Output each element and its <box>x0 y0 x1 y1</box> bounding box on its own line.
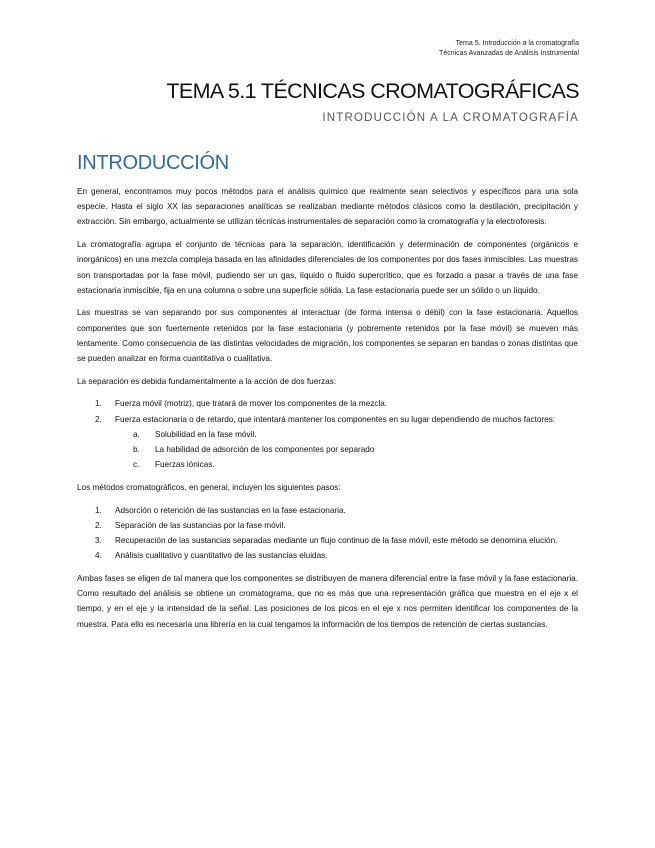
sublist-item-text: Fuerzas iónicas. <box>155 460 215 470</box>
running-header-line-2: Técnicas Avanzadas de Análisis Instrumental <box>439 50 579 57</box>
paragraph: La cromatografía agrupa el conjunto de técnicas para la separación, identificación y determinación de componentes (orgánicos e inorgánicos) en una mezcla compleja basada en las afinidades diferenciales de los componentes por dos fases inmiscibles. Las muestras son transportadas por la fase móvil, pudiendo ser un gas, líquido o fluido supercrítico, que es forzado a pasar a través de una fase estacionaria inmiscible, fija en una columna o sobre una superficie sólida. La fase estacionaria puede ser un sólido o un líquido. <box>77 240 578 295</box>
list-item <box>77 396 578 411</box>
running-header-line-1: Tema 5. Introducción a la cromatografía <box>455 40 579 47</box>
list-item <box>77 412 578 473</box>
list-number: 2. <box>95 520 102 530</box>
list-item <box>77 548 578 563</box>
factors-list <box>115 427 578 473</box>
list-item-text: Análisis cualitativo y cuantitativo de las sustancias eluidas. <box>115 551 328 561</box>
steps-list <box>77 503 578 564</box>
list-item <box>77 533 578 548</box>
section-heading: INTRODUCCIÓN <box>77 152 229 174</box>
list-item-text: Fuerza móvil (motriz), que tratará de mover los componentes de la mezcla. <box>115 399 388 409</box>
sublist-letter: c. <box>133 460 140 470</box>
list-item-text: Fuerza estacionaria o de retardo, que intentará mantener los componentes en su lugar dependiendo de muchos factores: <box>115 414 556 424</box>
sublist-item-text: La habilidad de adsorción de los componentes por separado <box>155 445 375 455</box>
paragraph: Las muestras se van separando por sus componentes al interactuar (de forma intensa o débil) con la fase estacionaria. Aquellos componentes que son fuertemente retenidos por la fase estacionaria (y pobremente retenidos por la fase móvil) se mueven más lentamente. Como consecuencia de las distintas velocidades de migración, los componentes se separan en bandas o zonas distintas que se pueden analizar en forma cuantitativa o cualitativa. <box>77 308 578 364</box>
sublist-letter: a. <box>133 429 140 439</box>
sublist-item <box>77 442 578 457</box>
running-header <box>439 39 579 59</box>
paragraph: En general, encontramos muy pocos métodos para el análisis químico que realmente sean selectivos y específicos para una sola especie. Hasta el siglo XX las separaciones analíticas se realizaban mediante métodos clásicos como la destilación, precipitación y extracción. Sin embargo, actualmente se utilizan técnicas instrumentales de separación como la cromatografía y la electroforesis. <box>77 187 578 227</box>
list-number: 1. <box>95 505 102 515</box>
sublist-item-text: Solubilidad en la fase móvil. <box>155 429 257 439</box>
paragraph: Los métodos cromatográficos, en general, incluyen los siguientes pasos: <box>77 482 341 492</box>
sublist-item <box>77 427 578 442</box>
sublist-item <box>77 457 578 472</box>
list-item <box>77 503 578 518</box>
list-number: 4. <box>95 551 102 561</box>
sublist-letter: b. <box>133 445 140 455</box>
list-item-text: Recuperación de las sustancias separadas mediante un flujo continuo de la fase móvil, este método se denomina elución. <box>115 536 558 546</box>
document-subtitle: INTRODUCCIÓN A LA CROMATOGRAFÍA <box>322 112 579 124</box>
list-number: 2. <box>95 414 102 424</box>
body-text <box>77 184 578 639</box>
document-title: TEMA 5.1 TÉCNICAS CROMATOGRÁFICAS <box>166 79 579 103</box>
list-number: 1. <box>95 399 102 409</box>
list-item <box>77 518 578 533</box>
forces-list <box>77 396 578 472</box>
list-item-text: Separación de las sustancias por la fase móvil. <box>115 520 286 530</box>
paragraph: Ambas fases se eligen de tal manera que los componentes se distribuyen de manera diferencial entre la fase móvil y la fase estacionaria. Como resultado del análisis se obtiene un cromatograma, que no es más que una representación gráfica que muestra en el eje x el tiempo, y en el eje y la intensidad de la señal. Las posiciones de los picos en el eje x nos permiten identificar los componentes de la muestra. Para ello es necesaria una librería en la cual tengamos la información de los tiempos de retención de ciertas sustancias. <box>77 573 578 629</box>
list-number: 3. <box>95 536 102 546</box>
paragraph: La separación es debida fundamentalmente a la acción de dos fuerzas: <box>77 376 336 386</box>
list-item-text: Adsorción o retención de las sustancias en la fase estacionaria. <box>115 505 346 515</box>
